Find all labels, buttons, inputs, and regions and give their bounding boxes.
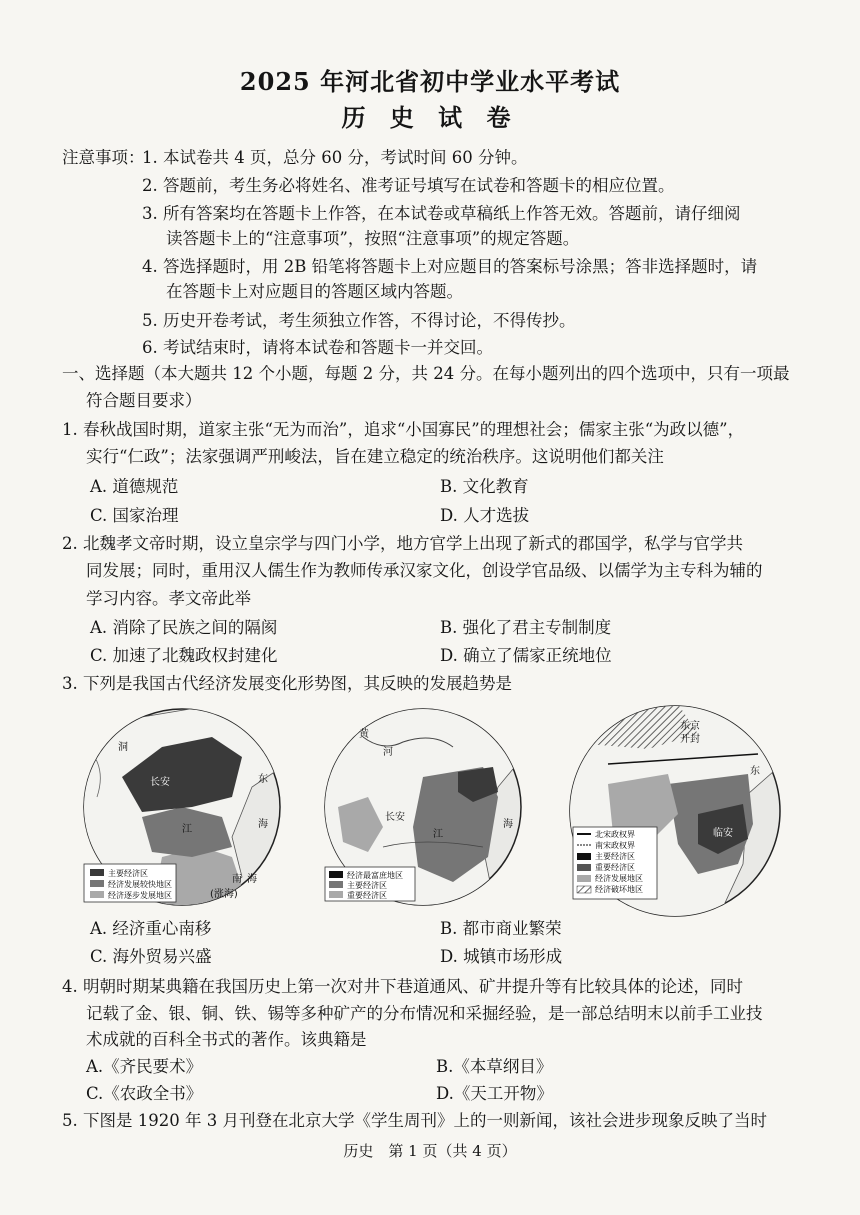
exam-title: 2025 年河北省初中学业水平考试: [239, 67, 621, 96]
map1-label: 海: [247, 874, 257, 885]
map3-label: 东: [750, 766, 760, 777]
map-song-economy: [568, 704, 782, 918]
q3-option-d: D. 城镇市场形成: [440, 947, 563, 966]
legend-swatch: [577, 864, 591, 871]
q4-option-a: A.《齐民要术》: [86, 1057, 203, 1076]
notice-item: 6. 考试结束时，请将本试卷和答题卡一并交回。: [142, 338, 493, 357]
map3-legend-item: 经济发展地区: [595, 874, 643, 883]
map-tang-economy: [323, 707, 523, 907]
question-4-line: 4. 明朝时期某典籍在我国历史上第一次对井下巷道通风、矿井提升等有比较具体的论述，同时: [62, 977, 743, 996]
map2-label: 江: [433, 829, 443, 840]
map1-label: (涨海): [210, 889, 238, 900]
map3-label: 东京: [680, 721, 700, 732]
map3-label: 开封: [680, 734, 700, 745]
legend-swatch: [329, 881, 343, 888]
q2-option-a: A. 消除了民族之间的隔阂: [90, 618, 278, 637]
legend-swatch: [90, 891, 104, 898]
legend-swatch: [577, 853, 591, 860]
notice-item: 3. 所有答案均在答题卡上作答，在本试卷或草稿纸上作答无效。答题前，请仔细阅: [142, 204, 741, 223]
map2-label: 黄: [359, 729, 369, 740]
legend-swatch: [90, 880, 104, 887]
map1-label: 长安: [150, 777, 170, 788]
map-han-economy: [82, 707, 282, 907]
q1-option-d: D. 人才选拔: [440, 506, 530, 525]
q4-option-b: B.《本草纲目》: [436, 1057, 553, 1076]
question-5-line: 5. 下图是 1920 年 3 月刊登在北京大学《学生周刊》上的一则新闻，该社会进步现象反映了当时: [62, 1111, 767, 1130]
map2-legend-item: 经济最富庶地区: [347, 871, 403, 880]
map3-legend-item: 重要经济区: [595, 863, 635, 872]
legend-swatch: [329, 871, 343, 878]
notice-item: 1. 本试卷共 4 页，总分 60 分，考试时间 60 分钟。: [142, 148, 528, 167]
map1-legend-item: 经济逐步发展地区: [108, 891, 172, 900]
question-2-line: 2. 北魏孝文帝时期，设立皇宗学与四门小学，地方官学上出现了新式的郡国学，私学与官学共: [62, 534, 743, 553]
map2-label: 长安: [385, 812, 405, 823]
q1-option-b: B. 文化教育: [440, 477, 529, 496]
map3-legend-item: 主要经济区: [595, 852, 635, 861]
notice-item: 2. 答题前，考生务必将姓名、准考证号填写在试卷和答题卡的相应位置。: [142, 176, 675, 195]
map3-label: 临安: [713, 828, 733, 839]
map3-legend-item: 南宋政权界: [595, 841, 635, 850]
q3-option-c: C. 海外贸易兴盛: [90, 947, 212, 966]
q4-option-c: C.《农政全书》: [86, 1084, 203, 1103]
legend-swatch: [577, 886, 591, 893]
map1-legend-item: 主要经济区: [108, 869, 148, 878]
question-2-line: 学习内容。孝文帝此举: [86, 589, 251, 608]
notice-item: 4. 答选择题时，用 2B 铅笔将答题卡上对应题目的答案标号涂黑；答非选择题时，请: [142, 257, 758, 276]
map3-legend-item: 经济破坏地区: [595, 885, 643, 894]
map1-label: 洞: [118, 742, 128, 753]
q1-option-a: A. 道德规范: [90, 477, 179, 496]
legend-swatch: [577, 875, 591, 882]
question-1-line: 实行“仁政”；法家强调严刑峻法，旨在建立稳定的统治秩序。这说明他们都关注: [86, 447, 664, 466]
map1-label: 南: [232, 874, 242, 885]
notice-item: 在答题卡上对应题目的答题区域内答题。: [166, 282, 463, 301]
q2-option-c: C. 加速了北魏政权封建化: [90, 646, 278, 665]
map2-legend-item: 主要经济区: [347, 881, 387, 890]
legend-swatch: [329, 891, 343, 898]
map1-label: 江: [182, 824, 192, 835]
exam-subtitle: 历 史 试 卷: [341, 103, 519, 132]
section-heading: 一、选择题（本大题共 12 个小题，每题 2 分，共 24 分。在每小题列出的四个选项中，只有一项最: [62, 364, 790, 383]
q1-option-c: C. 国家治理: [90, 506, 179, 525]
question-1-line: 1. 春秋战国时期，道家主张“无为而治”，追求“小国寡民”的理想社会；儒家主张“为政以德”，: [62, 420, 745, 439]
map2-label: 海: [503, 819, 513, 830]
legend-swatch: [90, 869, 104, 876]
map1-label: 东: [258, 774, 268, 785]
question-2-line: 同发展；同时，重用汉人儒生作为教师传承汉家文化，创设学官品级、以儒学为主专科为辅的: [86, 561, 763, 580]
notice-item: 5. 历史开卷考试，考生须独立作答，不得讨论，不得传抄。: [142, 311, 576, 330]
question-4-line: 术成就的百科全书式的著作。该典籍是: [86, 1030, 367, 1049]
q4-option-d: D.《天工开物》: [436, 1084, 553, 1103]
page-footer: 历史 第 1 页（共 4 页）: [343, 1142, 517, 1160]
q2-option-b: B. 强化了君主专制制度: [440, 618, 612, 637]
map3-legend-item: 北宋政权界: [595, 830, 635, 839]
q2-option-d: D. 确立了儒家正统地位: [440, 646, 612, 665]
map1-legend-item: 经济发展较快地区: [108, 880, 172, 889]
notice-label: 注意事项：: [62, 148, 145, 167]
map1-label: 海: [258, 819, 268, 830]
notice-item: 读答题卡上的“注意事项”，按照“注意事项”的规定答题。: [166, 229, 580, 248]
section-heading-cont: 符合题目要求）: [86, 391, 202, 410]
question-3-line: 3. 下列是我国古代经济发展变化形势图，其反映的发展趋势是: [62, 674, 512, 693]
q3-option-a: A. 经济重心南移: [90, 919, 212, 938]
map2-label: 河: [383, 747, 393, 758]
map2-legend-item: 重要经济区: [347, 891, 387, 900]
q3-option-b: B. 都市商业繁荣: [440, 919, 562, 938]
question-4-line: 记载了金、银、铜、铁、锡等多种矿产的分布情况和采掘经验，是一部总结明末以前手工业技: [86, 1004, 763, 1023]
